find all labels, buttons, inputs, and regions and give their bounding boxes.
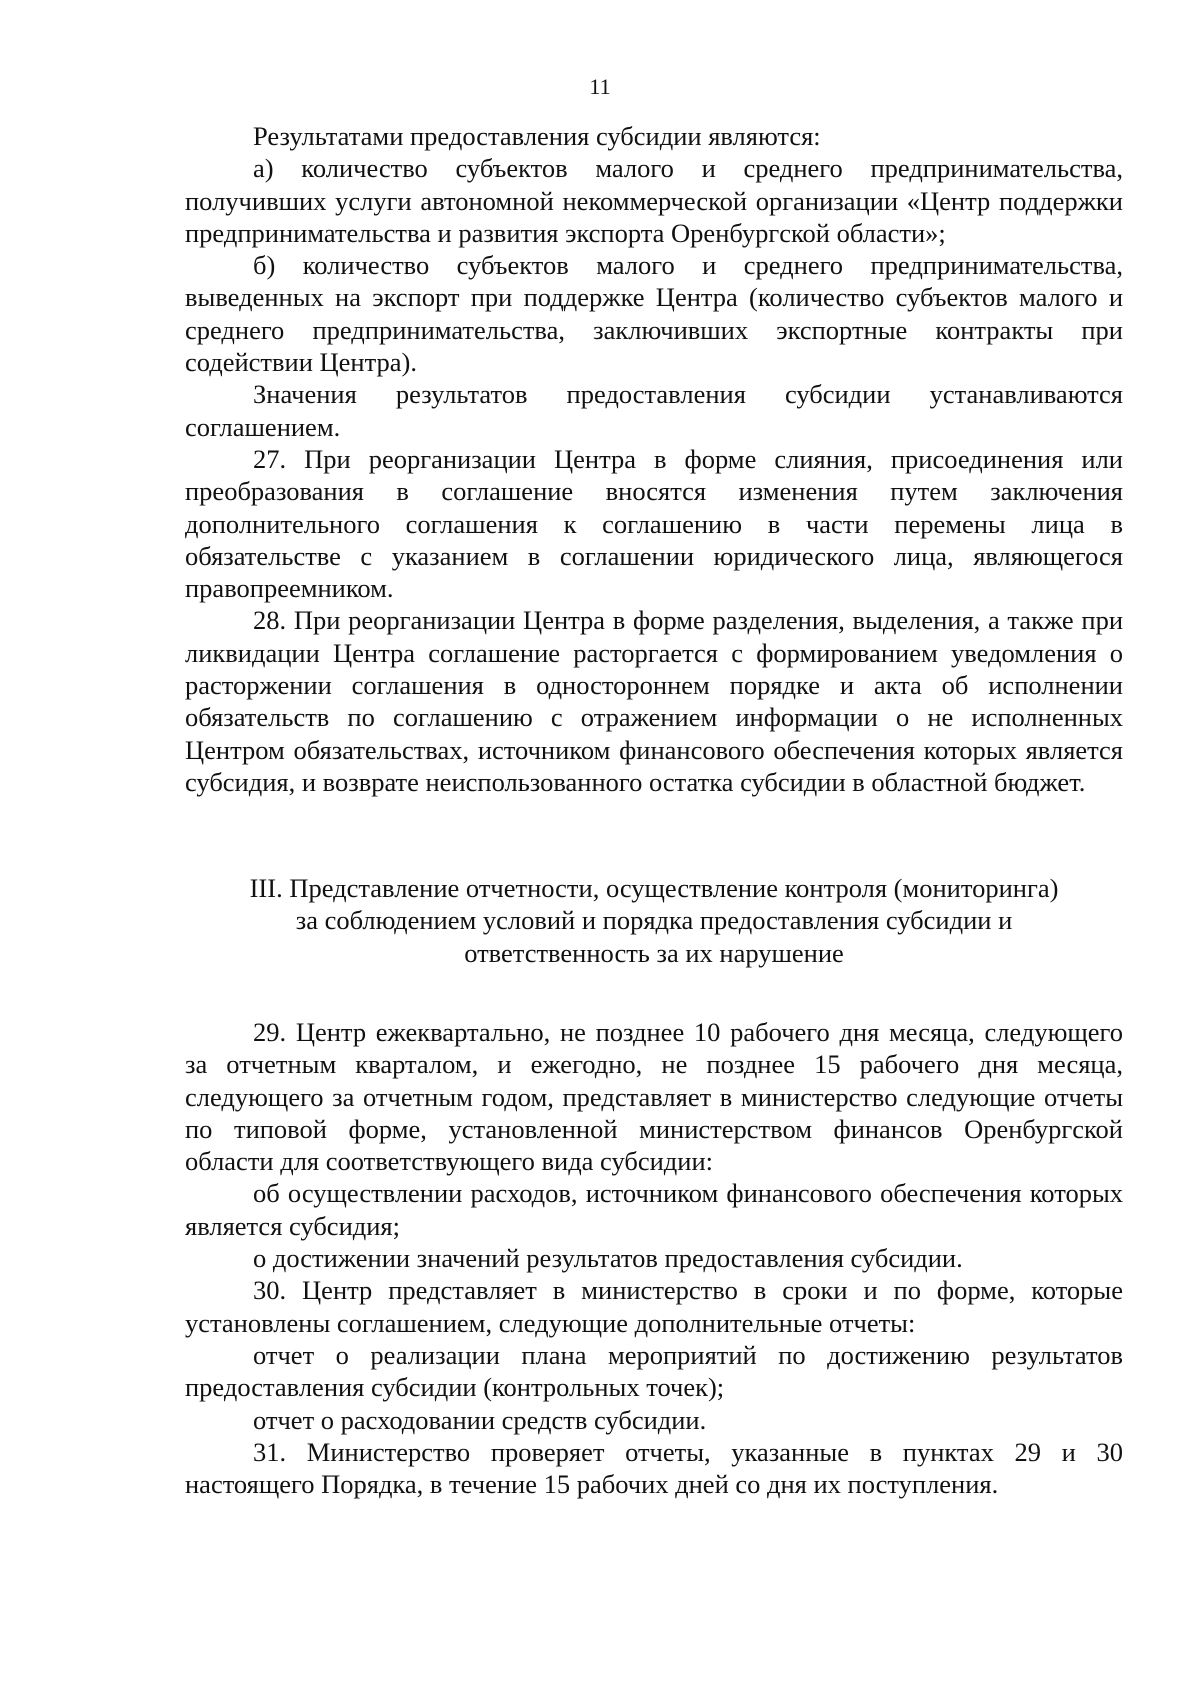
- paragraph: 28. При реорганизации Центра в форме разделения, выделения, а также при ликвидации Центра соглашение расторгается с формированием уведомления о расторжении соглашения в одностороннем порядке и акта об исполнении обязательств по соглашению с отражением информации о не исполненных Центром обязательствах, источником финансового обеспечения которых является субсидия, и возврате неиспользованного остатка субсидии в областной бюджет.: [185, 605, 1123, 797]
- section-heading-line: за соблюдением условий и порядка предоставления субсидии и: [295, 905, 1013, 936]
- paragraph: об осуществлении расходов, источником финансового обеспечения которых является субсидия;: [185, 1178, 1123, 1241]
- paragraph: отчет о реализации плана мероприятий по достижению результатов предоставления субсидии (контрольных точек);: [185, 1339, 1123, 1403]
- paragraph: 29. Центр ежеквартально, не позднее 10 рабочего дня месяца, следующего за отчетным кварталом, и ежегодно, не позднее 15 рабочего дня месяца, следующего за отчетным годом, представляет в министерство следующие отчеты по типовой форме, установленной министерством финансов Оренбургской области для соответствующего вида субсидии:: [185, 1017, 1123, 1177]
- section-heading-line: III. Представление отчетности, осуществление контроля (мониторинга): [249, 873, 1059, 903]
- text-block-results: [185, 120, 1123, 798]
- section-heading-line: ответственность за их нарушение: [464, 937, 844, 968]
- paragraph: 31. Министерство проверяет отчеты, указанные в пунктах 29 и 30 настоящего Порядка, в течение 15 рабочих дней со дня их поступления.: [185, 1436, 1123, 1500]
- paragraph: 27. При реорганизации Центра в форме слияния, присоединения или преобразования в соглашение вносятся изменения путем заключения дополнительного соглашения к соглашению в части перемены лица в обязательстве с указанием в соглашении юридического лица, являющегося правопреемником.: [185, 443, 1123, 604]
- paragraph: б) количество субъектов малого и среднего предпринимательства, выведенных на экспорт при поддержке Центра (количество субъектов малого и среднего предпринимательства, заключивших экспортные контракты при содействии Центра).: [185, 250, 1123, 378]
- text-block-reporting: [185, 1016, 1123, 1500]
- paragraph: отчет о расходовании средств субсидии.: [253, 1404, 707, 1435]
- paragraph: а) количество субъектов малого и среднего предпринимательства, получивших услуги автономной некоммерческой организации «Центр поддержки предпринимательства и развития экспорта Оренбургской области»;: [185, 153, 1123, 248]
- page-number: 11: [589, 74, 611, 99]
- paragraph: Значения результатов предоставления субсидии устанавливаются соглашением.: [185, 379, 1123, 442]
- paragraph: 30. Центр представляет в министерство в сроки и по форме, которые установлены соглашением, следующие дополнительные отчеты:: [185, 1275, 1123, 1338]
- section-heading: [185, 872, 1123, 969]
- paragraph: о достижении значений результатов предоставления субсидии.: [253, 1243, 963, 1274]
- paragraph: Результатами предоставления субсидии являются:: [253, 121, 821, 151]
